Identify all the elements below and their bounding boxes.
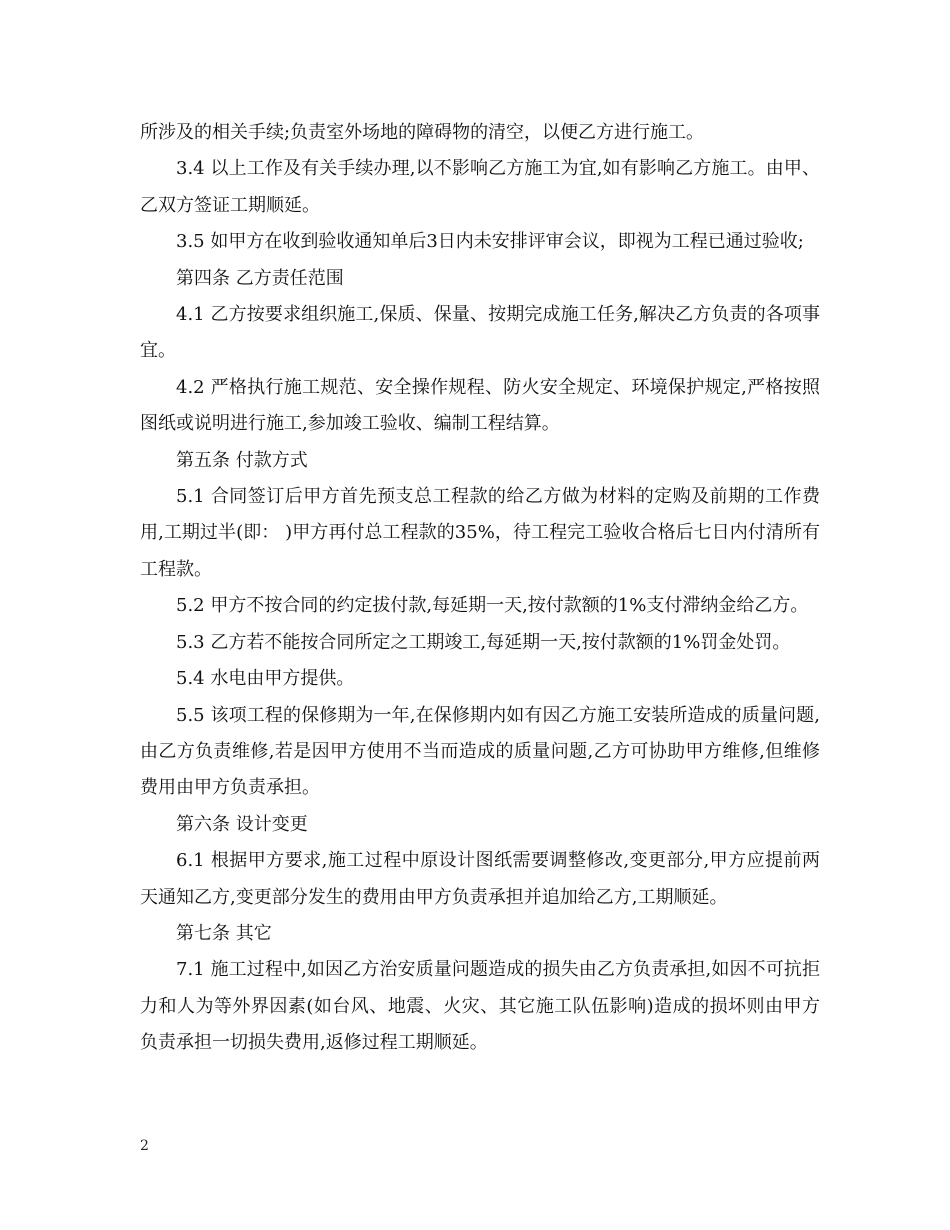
clause-5-3: 5.3 乙方若不能按合同所定之工期竣工,每延期一天,按付款额的1%罚金处罚。: [176, 631, 791, 653]
clause-7-1: 7.1 施工过程中,如因乙方治安质量问题造成的损失由乙方负责承担,如因不可抗拒力和人为等外界因素(如台风、地震、火灾、其它施工队伍影响)造成的损坏则由甲方负责承担一切损失费用,返修过程工期顺延。: [140, 959, 820, 1054]
paragraph-continuation: 所涉及的相关手续;负责室外场地的障碍物的清空，以便乙方进行施工。: [140, 122, 705, 143]
clause-5-1: 5.1 合同签订后甲方首先预支总工程款的给乙方做为材料的定购及前期的工作费用,工期过半(即： )甲方再付总工程款的35%，待工程完工验收合格后七日内付清所有工程款。: [140, 486, 820, 580]
section-heading-article-7: 第七条 其它: [176, 922, 272, 944]
clause-4-2: 4.2 严格执行施工规范、安全操作规程、防火安全规定、环境保护规定,严格按照图纸或说明进行施工,参加竣工验收、编制工程结算。: [140, 376, 820, 435]
page-number: 2: [140, 1138, 149, 1154]
section-heading-article-6: 第六条 设计变更: [176, 813, 308, 835]
clause-3-5: 3.5 如甲方在收到验收通知单后3日内未安排评审会议，即视为工程已通过验收;: [176, 231, 804, 253]
clause-4-1: 4.1 乙方按要求组织施工,保质、保量、按期完成施工任务,解决乙方负责的各项事宜。: [140, 304, 820, 362]
clause-6-1: 6.1 根据甲方要求,施工过程中原设计图纸需要调整修改,变更部分,甲方应提前两天通知乙方,变更部分发生的费用由甲方负责承担并追加给乙方,工期顺延。: [140, 850, 820, 908]
section-heading-article-5: 第五条 付款方式: [176, 449, 308, 471]
clause-5-2: 5.2 甲方不按合同的约定拔付款,每延期一天,按付款额的1%支付滞纳金给乙方。: [176, 595, 809, 617]
clause-3-4: 3.4 以上工作及有关手续办理,以不影响乙方施工为宜,如有影响乙方施工。由甲、乙双方签证工期顺延。: [140, 158, 820, 216]
document-body: [140, 115, 820, 1062]
clause-5-5: 5.5 该项工程的保修期为一年,在保修期内如有因乙方施工安装所造成的质量问题,由乙方负责维修,若是因甲方使用不当而造成的质量问题,乙方可协助甲方维修,但维修费用由甲方负责承担。: [140, 704, 820, 799]
section-heading-article-4: 第四条 乙方责任范围: [176, 267, 344, 289]
clause-5-4: 5.4 水电由甲方提供。: [176, 668, 355, 690]
